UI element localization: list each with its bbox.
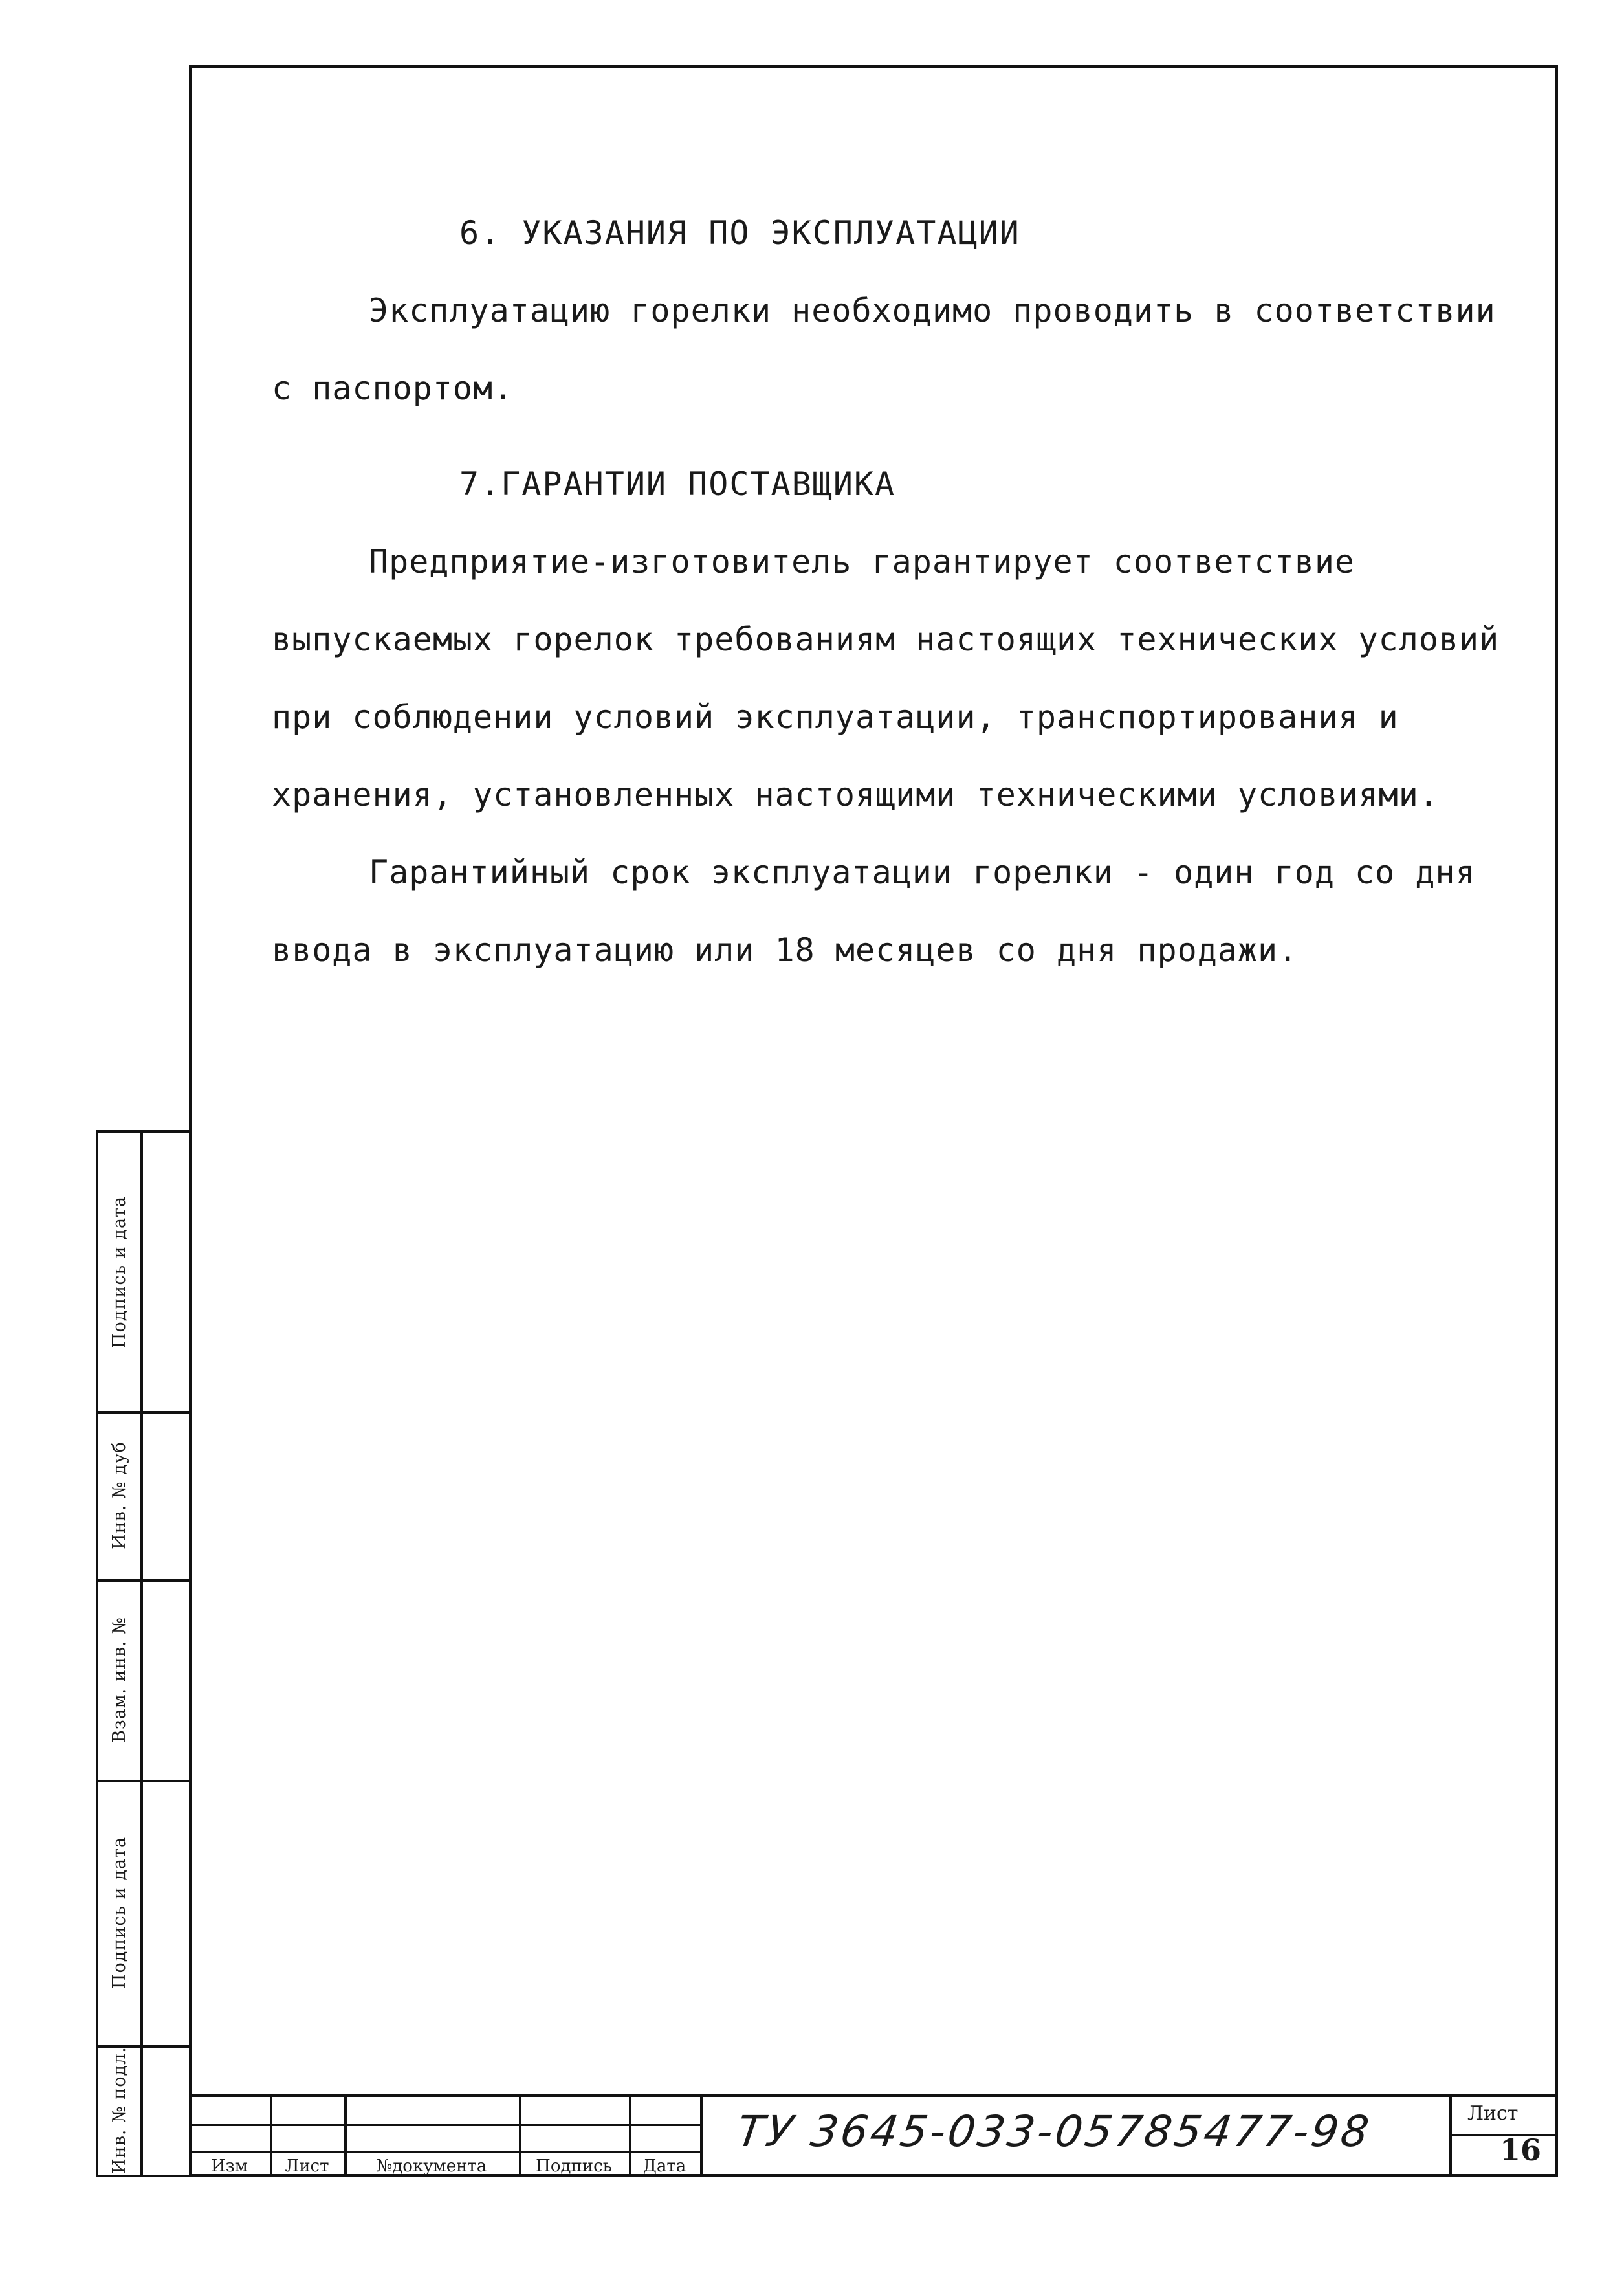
- col-date: Дата: [642, 2156, 686, 2176]
- section-7-paragraph-1: Предприятие-изготовитель гарантирует соответствие выпускаемых горелок требованиям настоящих технических условий при соблюдении условий эксплуатации, транспортирования и хранения, установленных настоящими техническими условиями.: [272, 543, 1500, 814]
- document-code: ТУ 3645-033-05785477-98: [734, 2107, 1375, 2156]
- side-label-signature-date-2: Подпись и дата: [109, 1836, 129, 1989]
- col-doc-number: №документа: [376, 2156, 487, 2176]
- section-7-paragraph-2: Гарантийный срок эксплуатации горелки - один год со дня ввода в эксплуатацию или 18 месяцев со дня продажи.: [272, 854, 1476, 969]
- side-label-signature-date-1: Подпись и дата: [109, 1195, 129, 1348]
- section-6-heading: 6. УКАЗАНИЯ ПО ЭКСПЛУАТАЦИИ: [459, 214, 1020, 252]
- side-stamp-strip: [96, 1130, 192, 2177]
- col-change: Изм: [210, 2156, 248, 2176]
- section-6-paragraph: Эксплуатацию горелки необходимо проводить в соответствии с паспортом.: [272, 292, 1496, 407]
- col-signature: Подпись: [536, 2156, 612, 2176]
- col-sheet: Лист: [285, 2156, 329, 2176]
- section-7-heading: 7.ГАРАНТИИ ПОСТАВЩИКА: [459, 465, 896, 503]
- document-body: [272, 194, 1514, 989]
- sheet-number: 16: [1500, 2133, 1542, 2168]
- side-label-orig-inv: Инв. № подл.: [109, 2046, 129, 2174]
- sheet-label: Лист: [1467, 2102, 1519, 2125]
- side-label-replace-inv: Взам. инв. №: [109, 1616, 129, 1743]
- side-label-dup-inv: Инв. № дуб: [109, 1441, 129, 1549]
